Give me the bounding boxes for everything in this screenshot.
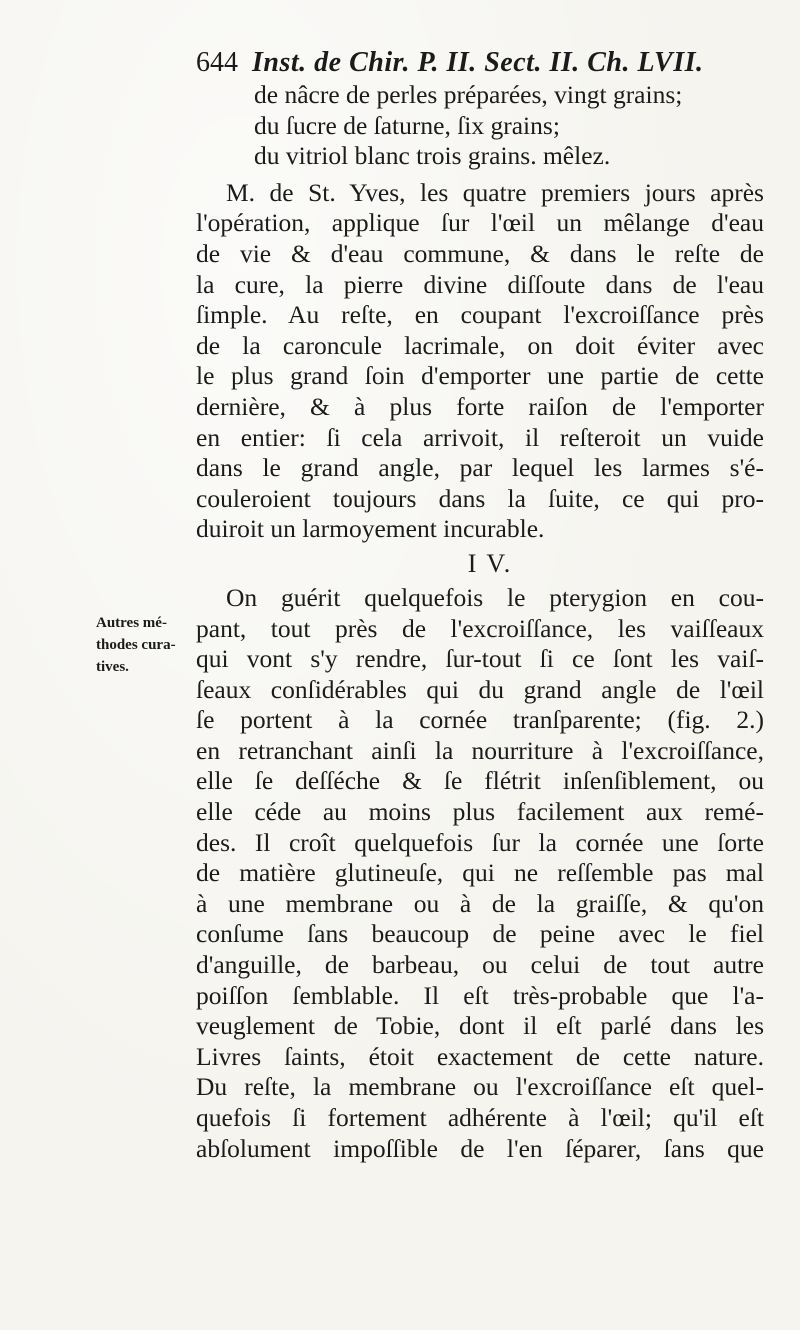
text-line: dernière, & à plus forte raiſon de l'emporter xyxy=(196,391,764,421)
text-line: veuglement de Tobie, dont il eſt parlé dans les xyxy=(196,1011,764,1041)
text-line: Livres ſaints, étoit exactement de cette nature. xyxy=(196,1041,764,1071)
text-line: ſe portent à la cornée tranſparente; (fig. 2.) xyxy=(196,705,764,735)
text-line: conſume ſans beaucoup de peine avec le fiel xyxy=(196,919,764,949)
text-line: On guérit quelquefois le pterygion en cou- xyxy=(226,582,764,612)
text-line: abſolument impoſſible de l'en ſéparer, ſans que xyxy=(196,1133,764,1163)
text-line: duiroit un larmoyement incurable. xyxy=(196,514,545,544)
text-line: de la caroncule lacrimale, on doit éviter avec xyxy=(196,330,764,360)
text-line: poiſſon ſemblable. Il eſt très-probable que l'a- xyxy=(196,980,764,1010)
text-line: ſeaux conſidérables qui du grand angle de l'œil xyxy=(196,674,764,704)
text-line: dans le grand angle, par lequel les larmes s'é- xyxy=(196,453,764,483)
text-line: couleroient toujours dans la ſuite, ce qui pro- xyxy=(196,483,764,513)
text-line: en retranchant ainſi la nourriture à l'excroiſſance, xyxy=(196,735,764,765)
text-line: M. de St. Yves, les quatre premiers jours après xyxy=(226,177,764,207)
recipe-line: de nâcre de perles préparées, vingt grains; xyxy=(254,80,683,109)
text-line: l'opération, applique ſur l'œil un mêlange d'eau xyxy=(196,208,764,238)
margin-note-line: thodes cura- xyxy=(96,637,176,653)
text-line: Du reſte, la membrane ou l'excroiſſance eſt quel- xyxy=(196,1072,764,1102)
page-number: 644 xyxy=(196,47,238,78)
recipe-line: du ſucre de ſaturne, ſix grains; xyxy=(254,110,560,140)
paragraph-st-yves xyxy=(196,178,764,545)
recipe-block xyxy=(196,80,764,172)
text-line: la cure, la pierre divine diſſoute dans de l'eau xyxy=(196,269,764,299)
margin-note-line: tives. xyxy=(96,659,129,675)
text-line: le plus grand ſoin d'emporter une partie de cette xyxy=(196,361,764,391)
text-line: qui vont s'y rendre, ſur-tout ſi ce ſont les vaiſ- xyxy=(196,644,764,674)
recipe-line: du vitriol blanc trois grains. mêlez. xyxy=(254,141,611,171)
text-line: de matière glutineuſe, qui ne reſſemble pas mal xyxy=(196,858,764,888)
text-line: pant, tout près de l'excroiſſance, les vaiſſeaux xyxy=(196,613,764,643)
text-line: à une membrane ou à de la graiſſe, & qu'on xyxy=(196,888,764,918)
text-line: de vie & d'eau commune, & dans le reſte de xyxy=(196,238,764,268)
section-number: I V. xyxy=(467,548,513,578)
running-header xyxy=(196,46,766,80)
paragraph-methods xyxy=(196,583,764,1164)
running-title: Inst. de Chir. P. II. Sect. II. Ch. LVII. xyxy=(252,47,704,78)
body-text xyxy=(196,80,764,1164)
text-line: elle ſe deſſéche & ſe flétrit inſenſiblement, ou xyxy=(196,766,764,796)
text-line: quefois ſi fortement adhérente à l'œil; qu'il eſt xyxy=(196,1103,764,1132)
text-line: en entier: ſi cela arrivoit, il reſteroit un vuide xyxy=(196,422,764,452)
margin-note-line: Autres mé- xyxy=(96,615,167,631)
margin-note xyxy=(96,612,188,678)
text-line: ſimple. Au reſte, en coupant l'excroiſſance près xyxy=(196,300,764,330)
text-line: des. Il croît quelquefois ſur la cornée une ſorte xyxy=(196,827,764,857)
text-line: elle céde au moins plus facilement aux remé- xyxy=(196,797,764,827)
text-line: d'anguille, de barbeau, ou celui de tout autre xyxy=(196,950,764,980)
